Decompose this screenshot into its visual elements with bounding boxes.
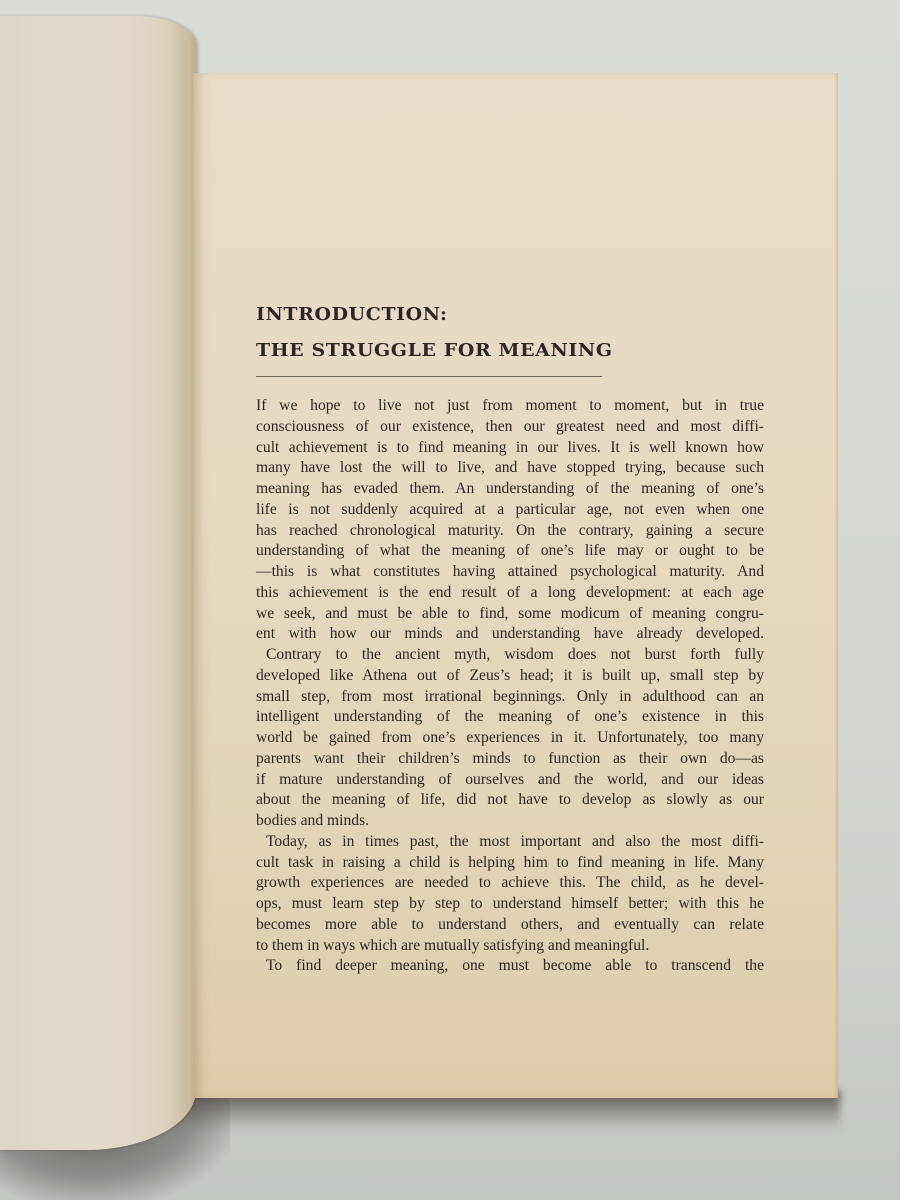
chapter-heading-line-2: THE STRUGGLE FOR MEANING — [256, 341, 613, 361]
text-line: To find deeper meaning, one must become able to transcend the — [266, 957, 764, 975]
text-line: consciousness of our existence, then our greatest need and most diffi- — [256, 417, 764, 435]
text-line: developed like Athena out of Zeus’s head; it is built up, small step by — [256, 666, 764, 684]
text-line: bodies and minds. — [256, 812, 370, 829]
paragraph-2 — [256, 645, 764, 832]
text-line: —this is what constitutes having attained psychological maturity. And — [256, 563, 764, 580]
page-content — [256, 305, 764, 977]
text-line: cult achievement is to find meaning in our lives. It is well known how — [256, 438, 764, 456]
text-line: if mature understanding of ourselves and the world, and our ideas — [256, 770, 764, 788]
text-line: many have lost the will to live, and have stopped trying, because such — [256, 459, 764, 477]
chapter-heading-line-1: INTRODUCTION: — [256, 305, 448, 325]
text-line: intelligent understanding of the meaning of one’s existence in this — [256, 708, 764, 726]
left-page-show-through-text — [0, 286, 60, 376]
text-line: ent with how our minds and understanding have already developed. — [256, 625, 764, 643]
text-line: ops, must learn step by step to understand himself better; with this he — [256, 895, 764, 912]
text-line: world be gained from one’s experiences in it. Unfortunately, too many — [256, 729, 764, 746]
text-line: Today, as in times past, the most important and also the most diffi- — [266, 832, 764, 850]
right-page — [193, 73, 838, 1098]
text-line: parents want their children’s minds to function as their own do—as — [256, 749, 764, 767]
text-line: small step, from most irrational beginnings. Only in adulthood can an — [256, 687, 764, 705]
heading-rule-divider — [256, 376, 602, 377]
text-line: Contrary to the ancient myth, wisdom does not burst forth fully — [266, 646, 764, 663]
text-line: If we hope to live not just from moment to moment, but in true — [256, 397, 764, 414]
text-line: understanding of what the meaning of one’s life may or ought to be — [256, 542, 764, 560]
paragraph-3 — [256, 832, 764, 957]
paragraph-4 — [256, 956, 764, 977]
left-page — [0, 16, 196, 1150]
text-line: meaning has evaded them. An understanding of the meaning of one’s — [256, 480, 764, 497]
text-line: growth experiences are needed to achieve this. The child, as he devel- — [256, 874, 764, 892]
text-line: this achievement is the end result of a long development: at each age — [256, 583, 764, 601]
text-line: life is not suddenly acquired at a particular age, not even when one — [256, 500, 764, 518]
text-line: becomes more able to understand others, and eventually can relate — [256, 915, 764, 933]
text-line: cult task in raising a child is helping him to find meaning in life. Many — [256, 853, 764, 871]
text-line: to them in ways which are mutually satisfying and meaningful. — [256, 936, 650, 954]
text-line: has reached chronological maturity. On the contrary, gaining a secure — [256, 521, 764, 539]
text-line: we seek, and must be able to find, some modicum of meaning congru- — [256, 604, 764, 622]
text-line: about the meaning of life, did not have to develop as slowly as our — [256, 791, 764, 809]
paragraph-1 — [256, 396, 764, 645]
